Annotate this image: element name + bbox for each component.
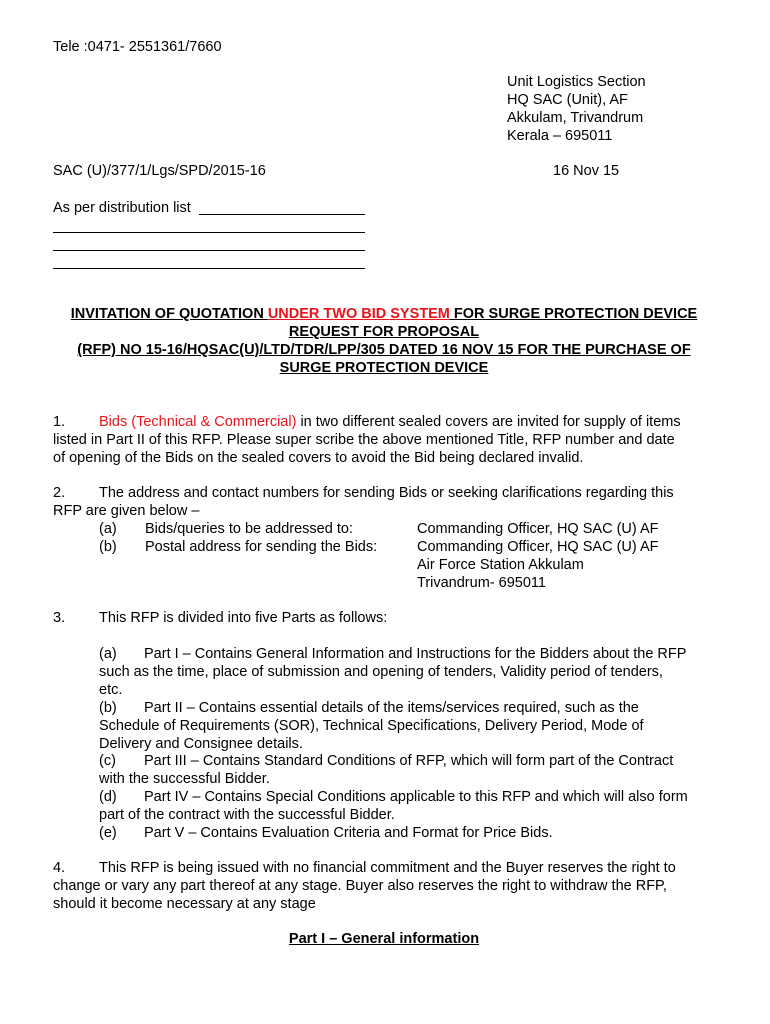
title-bid-system: UNDER TWO BID SYSTEM: [267, 306, 450, 322]
postal-address-line-3: Trivandrum- 695011: [417, 575, 546, 591]
part-c-label: (c): [99, 753, 116, 769]
part-a-line-2: such as the time, place of submission and opening of tenders, Validity period of tenders,: [99, 664, 663, 680]
title-line-3: (RFP) NO 15-16/HQSAC(U)/LTD/TDR/LPP/305 DATED 16 NOV 15 FOR THE PURCHASE OF: [77, 342, 691, 358]
telephone: Tele :0471- 2551361/7660: [53, 39, 222, 55]
para2-line-1: [53, 484, 674, 502]
part-b-line-3: Delivery and Consignee details.: [99, 736, 303, 752]
para2-item-a-label: (a): [99, 521, 117, 537]
para1-line-1: [53, 413, 681, 431]
part-d-label: (d): [99, 789, 117, 805]
part-e-label: (e): [99, 825, 117, 841]
part-e-text-1: Part V – Contains Evaluation Criteria and Format for Price Bids.: [144, 825, 553, 841]
postal-address-line-2: Air Force Station Akkulam: [417, 557, 584, 573]
part-b-line-2: Schedule of Requirements (SOR), Technical Specifications, Delivery Period, Mode of: [99, 718, 644, 734]
part-c-line-1: [99, 752, 673, 770]
para2-item-a-value: Commanding Officer, HQ SAC (U) AF: [417, 521, 659, 537]
para1-line-3: of opening of the Bids on the sealed covers to avoid the Bid being declared invalid.: [53, 450, 584, 466]
sender-address-line-2: HQ SAC (Unit), AF: [507, 92, 628, 108]
part-a-line-1: [99, 645, 686, 663]
para3-text: This RFP is divided into five Parts as follows:: [99, 610, 388, 626]
letter-date: 16 Nov 15: [553, 163, 620, 179]
part-a-label: (a): [99, 646, 117, 662]
para1-line-2: listed in Part II of this RFP. Please super scribe the above mentioned Title, RFP number and date: [53, 432, 675, 448]
para4-number: 4.: [53, 860, 66, 876]
title-line-4: SURGE PROTECTION DEVICE: [279, 360, 489, 376]
part-b-label: (b): [99, 700, 117, 716]
para2-item-b-label: (b): [99, 539, 117, 555]
part-d-line-1: [99, 788, 688, 806]
para1-bids-highlight: Bids (Technical & Commercial): [99, 414, 297, 430]
para3-line-1: [53, 609, 387, 627]
para4-line-1: [53, 859, 676, 877]
para2-number: 2.: [53, 485, 66, 501]
sender-address-line-1: Unit Logistics Section: [507, 74, 646, 90]
para4-line-3: should it become necessary at any stage: [53, 896, 316, 912]
part-a-text-1: Part I – Contains General Information and Instructions for the Bidders about the RFP: [144, 646, 687, 662]
distribution-blank-2: [53, 232, 365, 233]
para1-number: 1.: [53, 414, 66, 430]
distribution-label: As per distribution list: [53, 200, 191, 216]
part-b-line-1: [99, 699, 639, 717]
part-d-line-2: part of the contract with the successful Bidder.: [99, 807, 395, 823]
sender-address-line-4: Kerala – 695011: [507, 128, 613, 144]
distribution-blank-3: [53, 250, 365, 251]
para2-item-b-text: Postal address for sending the Bids:: [145, 539, 378, 555]
para2-item-b-value: Commanding Officer, HQ SAC (U) AF: [417, 539, 659, 555]
distribution-blank-4: [53, 268, 365, 269]
para2-line-1-text: The address and contact numbers for sending Bids or seeking clarifications regarding this: [99, 485, 674, 501]
part-d-text-1: Part IV – Contains Special Conditions applicable to this RFP and which will also form: [144, 789, 688, 805]
title-suffix: FOR SURGE PROTECTION DEVICE: [449, 306, 698, 322]
para1-line-1-text: in two different sealed covers are invited for supply of items: [296, 414, 681, 430]
reference-number: SAC (U)/377/1/Lgs/SPD/2015-16: [53, 163, 266, 179]
part-e-line-1: [99, 824, 553, 842]
para4-line-1-text: This RFP is being issued with no financial commitment and the Buyer reserves the right to: [99, 860, 676, 876]
part-c-text-1: Part III – Contains Standard Conditions of RFP, which will form part of the Contract: [144, 753, 674, 769]
para3-number: 3.: [53, 610, 66, 626]
title-line-1: [53, 305, 715, 323]
distribution-blank-1: [199, 214, 365, 215]
title-prefix: INVITATION OF QUOTATION: [70, 306, 268, 322]
para2-line-2: RFP are given below –: [53, 503, 200, 519]
part-c-line-2: with the successful Bidder.: [99, 771, 270, 787]
section-heading-part-1: Part I – General information: [288, 931, 480, 947]
part-a-line-3: etc.: [99, 682, 123, 698]
title-line-2: REQUEST FOR PROPOSAL: [288, 324, 480, 340]
sender-address-line-3: Akkulam, Trivandrum: [507, 110, 644, 126]
part-b-text-1: Part II – Contains essential details of the items/services required, such as the: [144, 700, 639, 716]
para2-item-a-text: Bids/queries to be addressed to:: [145, 521, 353, 537]
para4-line-2: change or vary any part thereof at any stage. Buyer also reserves the right to withdraw the RFP,: [53, 878, 667, 894]
